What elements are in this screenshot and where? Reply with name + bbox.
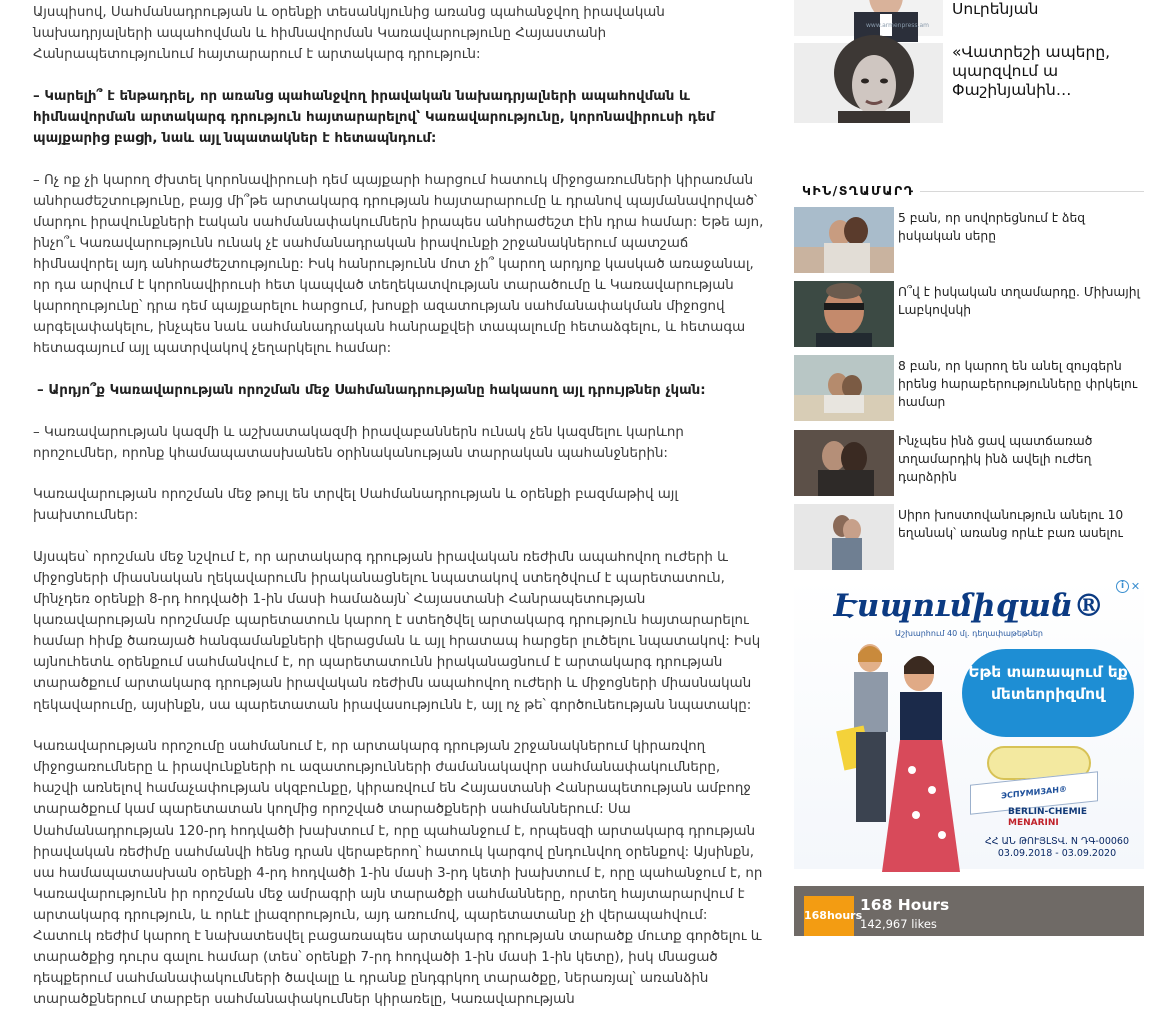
news-thumbnail[interactable] [794, 43, 943, 123]
facebook-page-widget[interactable] [794, 886, 1144, 936]
ad-headline-line: մետեորիզմով [990, 685, 1106, 703]
ad-company-logo [1008, 807, 1087, 829]
list-item[interactable] [794, 281, 1144, 347]
section-title[interactable]: ԿԻՆ/ՏՂԱՄԱՐԴ [802, 183, 920, 198]
news-title[interactable]: «Վատրեշի ապերը, պարզվում ա Փաշինյանին… [952, 43, 1111, 99]
article-paragraph: – Կառավարության կազմի և աշխատակազմի իրավաբաններն ունակ չեն կազմելու կարևոր որոշումներ, որոնք կհամապատասխանեն օրինականության տարրական պահանջներին: [33, 424, 684, 461]
news-thumbnail[interactable] [794, 430, 894, 496]
ad-registration [974, 836, 1140, 860]
ad-company-subname: MENARINI [1008, 818, 1059, 828]
advertisement-banner[interactable] [794, 578, 1144, 869]
related-news-item[interactable] [794, 0, 1144, 36]
page-name[interactable]: 168 Hours [860, 896, 950, 914]
page-logo[interactable]: 168hours [804, 896, 854, 936]
article-paragraph: Այսպիսով, Սահմանադրության և օրենքի տեսանկյունից առանց պահանջվող իրավական նախադրյալների ապահովման և հիմնավորման Կառավարությունը Հայաստանի Հանրապետությունում հայտարարում է արտակարգ դրություն: [33, 5, 665, 63]
ad-registration-number: ՀՀ ԱՆ ԹՈՒՅԼՏՎ. N ԴԳ-00060 [984, 836, 1130, 847]
thumbnail-caption: www.armenpress.am [866, 22, 929, 29]
news-title[interactable]: 5 բան, որ սովորեցնում է ձեզ իսկական սերը [898, 211, 1086, 243]
news-title[interactable]: Ինչպես ինձ ցավ պատճառած տղամարդիկ ինձ ավելի ուժեղ դարձրին [898, 434, 1093, 484]
news-title[interactable]: Սուրենյան [952, 0, 1039, 18]
article-paragraph: – Ոչ ոք չի կարող ժխտել կորոնավիրուսի դեմ պայքարի հարցում հատուկ միջոցառումների կիրառման անհրաժեշտությունը, բայց մի՞թե արտակարգ դրության հայտարարումը և դրանով պայմանավորված՝ մարդու իրավունքների էական սահմանափակումներն իրապես անհրաժեշտ էին դրա համար: Եթե այո, ինչո՞ւ Կառավարությունն ունակ չէ սահմանադրական իրավունքի շրջանակներում պատշաճ հիմնավորել այդ անհրաժեշտությունը: Իսկ հանրությունն մոտ չի՞ կարող արդյոք կասկած առաջանալ, որ դա արվում է կորոնավիրուսի հետ կապված տեղեկատվության տարածումը և Կառավարության կարողությունը՝ դրա դեմ պայքարելու հարցում, խոսքի ազատության սահմանափակման միջոցով արգելափակելու, ինչպես նաև սահմանադրական հանրաքվեի տապալումը հետաձգելու, և հետագա հետագայում այլ պատրվակով չեղարկելու համար: [33, 172, 764, 357]
article-body [33, 0, 768, 1008]
article-paragraph: Կառավարության որոշման մեջ թույլ են տրվել Սահմանադրության և օրենքի բազմաթիվ այլ խախտումներ: [33, 487, 679, 524]
ad-close-icon[interactable]: ✕ [1130, 580, 1141, 593]
interview-question: – Արդյո՞ք Կառավարության որոշման մեջ Սահմանադրությանը հակասող այլ դրույթներ չկան: [37, 382, 706, 398]
article-paragraph: Այսպես՝ որոշման մեջ նշվում է, որ արտակարգ դրության իրավական ռեժիմն ապահովող ուժերի և միջոցների միասնական ղեկավարումն իրականացնելու նպատակով ստեղծվում է պարետատուն, մինչդեռ օրենքի 8-րդ հոդվածի 1-ին մասի համաձայն՝ Հայաստանի Հանրապետության կառավարության որոշմամբ պարետատուն կարող է ստեղծվել արտակարգ դրություն հայտարարելու համար հիմք ծառայած հանգամանքների վերացման և այլ հրատապ հարցեր լուծելու նպատակով: Իսկ այնուհետև օրենքում սահմանվում է, որ պարետատունն իրականացնում է արտակարգ դրության տարածքում արտակարգ դրության իրավական ռեժիմն ապահովող ուժերի և միջոցների միասնական ղեկավարումը, այսինքն, սա պարետատան իրավասությունն է, այլ ոչ թե՝ գործունեության նպատակը: [33, 549, 761, 713]
news-thumbnail[interactable] [794, 355, 894, 421]
news-title[interactable]: Սիրո խոստովանություն անելու 10 եղանակ՝ առանց որևէ բառ ասելու [898, 508, 1124, 540]
news-title[interactable]: 8 բան, որ կարող են անել զույգերն իրենց հարաբերությունները փրկելու համար [898, 359, 1138, 409]
list-item[interactable] [794, 355, 1144, 421]
related-news-item[interactable] [794, 43, 1144, 123]
ad-info-icon[interactable]: i [1116, 580, 1129, 593]
news-thumbnail[interactable] [794, 0, 943, 36]
list-item[interactable] [794, 207, 1144, 273]
sidebar [794, 0, 1144, 936]
article-paragraph: Կառավարության որոշումը սահմանում է, որ արտակարգ դրության շրջանակներում կիրառվող միջոցառումները և իրավունքների ու ազատությունների ժամանակավոր սահմանափակումները, հաշվի առնելով համաչափության սկզբունքը, կիրառվում են Հայաստանի Հանրապետության ամբողջ տարածքում կամ պարետատան կողմից որոշված տարածքների սահմաններում: Սա Սահմանադրության 120-րդ հոդվածի խախտում է, որը պահանջում է, որպեսզի արտակարգ դրության իրավական ռեժիմը սահմանվի հենց դրան վերաբերող՝ հատուկ կարգով ընդունվող օրենքով: Այսինքն, սա համապատասխան օրենքի 4-րդ հոդվածի 1-ին մասի 3-րդ կետի խախտում է, որը պահանջում է, որ Կառավարությունն իր որոշման մեջ ամրագրի այն տարածքի սահմանները, որտեղ հայտարարվում է արտակարգ դրություն, և որևէ լիազորություն, այդ առումով, պարետատանը չի վերապահվում: Հատուկ ռեժիմ կարող է նախատեսվել բացառապես արտակարգ դրության տարածք մուտք գործելու և տարածքից դուրս գալու համար (տես՝ օրենքի 7-րդ հոդվածի 1-ին մասի 1-ին կետը), իսկ մնացած դեպքերում սահմանափակումների ծավալը և դրանք ընդգրկող տարածքը, ներառյալ՝ առանձին տարածքներում տարբեր սահմանափակումներ կիրառելը, Կառավարության [33, 739, 763, 1008]
list-item[interactable] [794, 504, 1144, 570]
news-thumbnail[interactable] [794, 504, 894, 570]
ad-headline-line: Եթե տառապում եք [968, 663, 1128, 681]
ad-woman-illustration [804, 640, 974, 870]
ad-headline [962, 649, 1134, 737]
ad-registration-dates: 03.09.2018 - 03.09.2020 [997, 848, 1117, 859]
news-thumbnail[interactable] [794, 281, 894, 347]
ad-brand-tagline: Աշխարհում 40 մլ. դեղափաթեթներ [894, 629, 1044, 638]
page-likes: 142,967 likes [860, 917, 937, 931]
interview-question: – Կարելի՞ է ենթադրել, որ առանց պահանջվող իրավական նախադրյալների ապահովման և հիմնավորման արտակարգ դրություն հայտարարելով՝ Կառավարությունը, կորոնավիրուսի դեմ պայքարից բացի, նաև այլ նպատակներ է հետապնդում: [33, 88, 715, 146]
news-thumbnail[interactable] [794, 207, 894, 273]
ad-brand-logo: Էսպումիզան® [833, 588, 1105, 624]
list-item[interactable] [794, 430, 1144, 496]
news-title[interactable]: Ո՞վ է իսկական տղամարդը. Միխայիլ Լաբկովսկի [898, 285, 1140, 317]
ad-product-name: ЭСПУМИЗАН® [1001, 784, 1067, 801]
section-header [802, 181, 1144, 201]
ad-company-name: BERLIN-CHEMIE [1008, 807, 1088, 817]
